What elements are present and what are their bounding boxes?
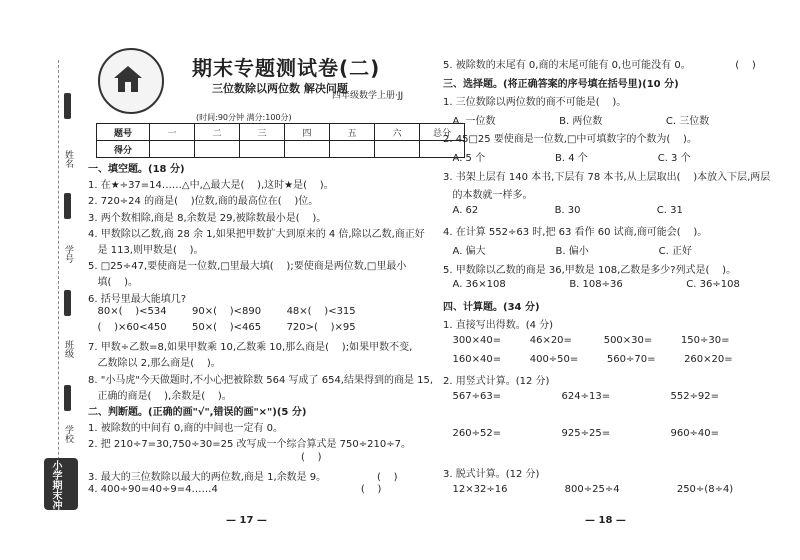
brand-vertical-text: 小学期末冲刺100分 — [50, 460, 61, 551]
question-line: 填( )。 — [88, 277, 139, 289]
score-input-cell[interactable] — [330, 141, 375, 158]
margin-tag — [64, 385, 71, 411]
time-note: (时间:90分钟 满分:100分) — [196, 113, 292, 122]
score-input-cell[interactable] — [195, 141, 240, 158]
table-cell: 四 — [285, 124, 330, 141]
question-line: 3. 最大的三位数除以最大的两位数,商是 1,余数是 9。 ( ) — [88, 471, 398, 483]
question-line: 是 113,则甲数是( )。 — [88, 245, 204, 256]
question-line: 2. 45□25 要使商是一位数,□中可填数字的个数为( )。 — [443, 134, 697, 146]
question-line: 1. 在★÷37=14……△中,△最大是( ),这时★是( )。 — [88, 180, 334, 192]
question-line: A. 62 B. 30 C. 31 — [443, 204, 683, 216]
page-number-left: — 17 — — [226, 515, 267, 526]
question-line: 6. 括号里最大能填几? — [88, 293, 187, 305]
question-line: 160×40= 400÷50= 560÷70= 260×20= — [443, 353, 733, 365]
question-line: A. 36×108 B. 108÷36 C. 36÷108 — [443, 279, 740, 291]
name-label: 姓名 — [63, 150, 73, 168]
question-line: 3. 脱式计算。(12 分) — [443, 469, 540, 481]
paper-subtitle: 三位数除以两位数 解决问题 — [212, 82, 348, 95]
student-number-label: 学号 — [63, 245, 73, 263]
table-cell: 六 — [375, 124, 420, 141]
question-line: 300×40= 46×20= 500×30= 150÷30= — [443, 335, 730, 346]
section-heading: 三、选择题。(将正确答案的序号填在括号里)(10 分) — [443, 78, 679, 90]
question-line: A. 一位数 B. 两位数 C. 三位数 — [443, 115, 710, 127]
question-line: ( )×60<450 50×( )<465 720>( )×95 — [88, 322, 356, 333]
question-line: 2. 720÷24 的商是( )位数,商的最高位在( )位。 — [88, 196, 319, 208]
page-number-right: — 18 — — [585, 515, 626, 526]
question-line: 1. 三位数除以两位数的商不可能是( )。 — [443, 97, 627, 109]
question-line: 260÷52= 925÷25= 960÷40= — [443, 428, 720, 439]
class-label: 班级 — [63, 340, 73, 358]
question-line: 2. 用竖式计算。(12 分) — [443, 376, 550, 388]
grade-label: 四年级数学上册·JJ — [332, 91, 404, 101]
question-line: 80×( )<534 90×( )<890 48×( )<315 — [88, 305, 356, 317]
question-line: 的本数就一样多。 — [443, 190, 533, 202]
house-icon — [112, 64, 144, 94]
question-line: 5. □25÷47,要使商是一位数,□里最大填( );要使商是两位数,□里最小 — [88, 261, 407, 273]
margin-tag — [64, 193, 71, 219]
table-cell: 三 — [240, 124, 285, 141]
score-input-cell[interactable] — [375, 141, 420, 158]
school-label: 学校 — [63, 425, 73, 443]
question-line: 1. 直接写出得数。(4 分) — [443, 320, 554, 332]
question-line: 7. 甲数÷乙数=8,如果甲数乘 10,乙数乘 10,那么商是( );如果甲数不变, — [88, 342, 413, 354]
section-heading: 二、判断题。(正确的画"√",错误的画"×")(5 分) — [88, 407, 307, 418]
question-line: 4. 甲数除以乙数,商 28 余 1,如果把甲数扩大到原来的 4 倍,除以乙数,商正好 — [88, 228, 425, 240]
score-table-header-row — [97, 124, 465, 141]
table-cell: 总分 — [420, 124, 465, 141]
question-line: 3. 书架上层有 140 本书,下层有 78 本书,从上层取出( )本放入下层,两层 — [443, 171, 771, 183]
question-line — [443, 409, 446, 420]
section-heading: 四、计算题。(34 分) — [443, 301, 540, 313]
question-line: 5. 甲数除以乙数的商是 36,甲数是 108,乙数是多少?列式是( )。 — [443, 264, 737, 276]
question-line: 3. 两个数相除,商是 8,余数是 29,被除数最小是( )。 — [88, 212, 327, 224]
table-cell: 五 — [330, 124, 375, 141]
question-line: 5. 被除数的末尾有 0,商的末尾可能有 0,也可能没有 0。 ( ) — [443, 60, 756, 71]
margin-tag — [64, 93, 71, 119]
question-line: 12×32÷16 800÷25÷4 250÷(8÷4) — [443, 483, 734, 495]
question-line: ( ) — [88, 451, 322, 463]
cut-line — [58, 60, 59, 500]
question-line: 4. 在计算 552÷63 时,把 63 看作 60 试商,商可能会( )。 — [443, 227, 708, 239]
question-line: 567÷63= 624÷13= 552÷92= — [443, 390, 720, 402]
question-line: A. 5 个 B. 4 个 C. 3 个 — [443, 153, 691, 164]
question-line: 乙数除以 2,那么商是( )。 — [88, 358, 221, 370]
table-cell: 二 — [195, 124, 240, 141]
table-cell: 得分 — [97, 141, 150, 158]
score-input-cell[interactable] — [150, 141, 195, 158]
score-table — [96, 123, 465, 158]
score-input-cell[interactable] — [285, 141, 330, 158]
question-line: 8. "小马虎"今天做题时,不小心把被除数 564 写成了 654,结果得到的商是 15, — [88, 374, 434, 386]
table-cell: 题号 — [97, 124, 150, 141]
section-heading: 一、填空题。(18 分) — [88, 164, 185, 175]
paper-title: 期末专题测试卷(二) — [192, 56, 381, 80]
score-table-score-row — [97, 141, 465, 158]
score-input-cell[interactable] — [240, 141, 285, 158]
question-line: 1. 被除数的中间有 0,商的中间也一定有 0。 — [88, 423, 283, 435]
question-line — [443, 447, 446, 458]
table-cell: 一 — [150, 124, 195, 141]
question-line: 4. 400÷90=40÷9=4……4 ( ) — [88, 484, 382, 495]
question-line: 正确的商是( ),余数是( )。 — [88, 390, 232, 402]
question-line: A. 偏大 B. 偏小 C. 正好 — [443, 246, 692, 257]
margin-tag — [64, 290, 71, 316]
question-line: 2. 把 210÷7=30,750÷30=25 改写成一个综合算式是 750÷210÷7。 — [88, 439, 411, 451]
